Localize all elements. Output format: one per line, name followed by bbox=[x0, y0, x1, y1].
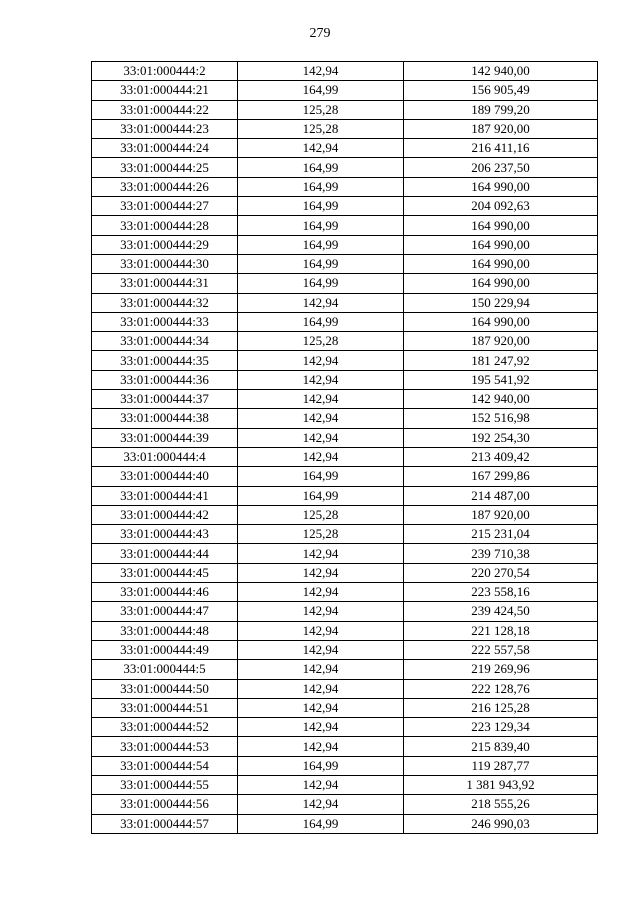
cadastral-value-cell: 246 990,03 bbox=[404, 814, 598, 833]
cadastral-value-cell: 164 990,00 bbox=[404, 177, 598, 196]
area-cell: 142,94 bbox=[238, 718, 404, 737]
area-cell: 142,94 bbox=[238, 409, 404, 428]
cadastral-value-cell: 189 799,20 bbox=[404, 100, 598, 119]
cadastral-value-cell: 152 516,98 bbox=[404, 409, 598, 428]
cadastral-value-cell: 204 092,63 bbox=[404, 197, 598, 216]
table-row bbox=[92, 525, 598, 544]
cadastral-number-cell: 33:01:000444:57 bbox=[92, 814, 238, 833]
area-cell: 164,99 bbox=[238, 312, 404, 331]
area-cell: 142,94 bbox=[238, 679, 404, 698]
area-cell: 164,99 bbox=[238, 81, 404, 100]
cadastral-number-cell: 33:01:000444:56 bbox=[92, 795, 238, 814]
area-cell: 164,99 bbox=[238, 158, 404, 177]
cadastral-number-cell: 33:01:000444:24 bbox=[92, 139, 238, 158]
cadastral-value-cell: 1 381 943,92 bbox=[404, 775, 598, 794]
table-row bbox=[92, 254, 598, 273]
cadastral-number-cell: 33:01:000444:40 bbox=[92, 467, 238, 486]
table-row bbox=[92, 197, 598, 216]
table-row bbox=[92, 602, 598, 621]
table-row bbox=[92, 177, 598, 196]
cadastral-number-cell: 33:01:000444:35 bbox=[92, 351, 238, 370]
table-row bbox=[92, 409, 598, 428]
cadastral-value-cell: 239 424,50 bbox=[404, 602, 598, 621]
area-cell: 142,94 bbox=[238, 447, 404, 466]
area-cell: 142,94 bbox=[238, 602, 404, 621]
area-cell: 142,94 bbox=[238, 62, 404, 81]
area-cell: 164,99 bbox=[238, 467, 404, 486]
area-cell: 142,94 bbox=[238, 698, 404, 717]
cadastral-value-cell: 164 990,00 bbox=[404, 235, 598, 254]
cadastral-value-cell: 223 558,16 bbox=[404, 583, 598, 602]
cadastral-value-cell: 156 905,49 bbox=[404, 81, 598, 100]
cadastral-value-cell: 142 940,00 bbox=[404, 62, 598, 81]
cadastral-number-cell: 33:01:000444:5 bbox=[92, 660, 238, 679]
cadastral-number-cell: 33:01:000444:48 bbox=[92, 621, 238, 640]
cadastral-value-cell: 167 299,86 bbox=[404, 467, 598, 486]
cadastral-number-cell: 33:01:000444:32 bbox=[92, 293, 238, 312]
area-cell: 142,94 bbox=[238, 390, 404, 409]
cadastral-number-cell: 33:01:000444:28 bbox=[92, 216, 238, 235]
table-row bbox=[92, 312, 598, 331]
area-cell: 142,94 bbox=[238, 428, 404, 447]
cadastral-number-cell: 33:01:000444:45 bbox=[92, 563, 238, 582]
table-row bbox=[92, 81, 598, 100]
cadastral-value-cell: 218 555,26 bbox=[404, 795, 598, 814]
cadastral-value-cell: 216 125,28 bbox=[404, 698, 598, 717]
area-cell: 125,28 bbox=[238, 332, 404, 351]
cadastral-value-cell: 222 128,76 bbox=[404, 679, 598, 698]
cadastral-value-cell: 223 129,34 bbox=[404, 718, 598, 737]
table-row bbox=[92, 679, 598, 698]
cadastral-value-cell: 215 839,40 bbox=[404, 737, 598, 756]
table-row bbox=[92, 351, 598, 370]
cadastral-value-cell: 216 411,16 bbox=[404, 139, 598, 158]
table-row bbox=[92, 293, 598, 312]
cadastral-number-cell: 33:01:000444:26 bbox=[92, 177, 238, 196]
area-cell: 164,99 bbox=[238, 254, 404, 273]
cadastral-number-cell: 33:01:000444:4 bbox=[92, 447, 238, 466]
cadastral-value-cell: 164 990,00 bbox=[404, 216, 598, 235]
table-body bbox=[92, 62, 598, 834]
cadastral-number-cell: 33:01:000444:42 bbox=[92, 505, 238, 524]
cadastral-number-cell: 33:01:000444:41 bbox=[92, 486, 238, 505]
table-row bbox=[92, 467, 598, 486]
cadastral-value-cell: 187 920,00 bbox=[404, 332, 598, 351]
cadastral-number-cell: 33:01:000444:22 bbox=[92, 100, 238, 119]
cadastral-number-cell: 33:01:000444:30 bbox=[92, 254, 238, 273]
table-row bbox=[92, 370, 598, 389]
table-row bbox=[92, 583, 598, 602]
cadastral-number-cell: 33:01:000444:47 bbox=[92, 602, 238, 621]
area-cell: 142,94 bbox=[238, 563, 404, 582]
area-cell: 164,99 bbox=[238, 216, 404, 235]
cadastral-number-cell: 33:01:000444:38 bbox=[92, 409, 238, 428]
cadastral-value-cell: 187 920,00 bbox=[404, 505, 598, 524]
cadastral-number-cell: 33:01:000444:54 bbox=[92, 756, 238, 775]
table-row bbox=[92, 390, 598, 409]
cadastral-number-cell: 33:01:000444:36 bbox=[92, 370, 238, 389]
area-cell: 164,99 bbox=[238, 274, 404, 293]
area-cell: 164,99 bbox=[238, 756, 404, 775]
cadastral-value-cell: 219 269,96 bbox=[404, 660, 598, 679]
table-row bbox=[92, 698, 598, 717]
area-cell: 164,99 bbox=[238, 486, 404, 505]
table-row bbox=[92, 756, 598, 775]
cadastral-value-cell: 164 990,00 bbox=[404, 274, 598, 293]
cadastral-number-cell: 33:01:000444:34 bbox=[92, 332, 238, 351]
cadastral-value-cell: 164 990,00 bbox=[404, 254, 598, 273]
table-row bbox=[92, 216, 598, 235]
cadastral-value-cell: 206 237,50 bbox=[404, 158, 598, 177]
cadastral-number-cell: 33:01:000444:55 bbox=[92, 775, 238, 794]
cadastral-value-cell: 150 229,94 bbox=[404, 293, 598, 312]
area-cell: 125,28 bbox=[238, 505, 404, 524]
area-cell: 142,94 bbox=[238, 544, 404, 563]
cadastral-number-cell: 33:01:000444:44 bbox=[92, 544, 238, 563]
area-cell: 142,94 bbox=[238, 795, 404, 814]
table-row bbox=[92, 660, 598, 679]
table-row bbox=[92, 119, 598, 138]
cadastral-value-cell: 192 254,30 bbox=[404, 428, 598, 447]
cadastral-number-cell: 33:01:000444:23 bbox=[92, 119, 238, 138]
table-row bbox=[92, 718, 598, 737]
area-cell: 125,28 bbox=[238, 119, 404, 138]
cadastral-value-table bbox=[91, 61, 598, 834]
cadastral-value-cell: 164 990,00 bbox=[404, 312, 598, 331]
area-cell: 164,99 bbox=[238, 197, 404, 216]
table-row bbox=[92, 447, 598, 466]
cadastral-value-cell: 221 128,18 bbox=[404, 621, 598, 640]
table-row bbox=[92, 775, 598, 794]
cadastral-number-cell: 33:01:000444:52 bbox=[92, 718, 238, 737]
table-row bbox=[92, 274, 598, 293]
cadastral-number-cell: 33:01:000444:27 bbox=[92, 197, 238, 216]
table-row bbox=[92, 62, 598, 81]
cadastral-value-cell: 215 231,04 bbox=[404, 525, 598, 544]
table-row bbox=[92, 235, 598, 254]
area-cell: 164,99 bbox=[238, 235, 404, 254]
area-cell: 125,28 bbox=[238, 100, 404, 119]
cadastral-number-cell: 33:01:000444:29 bbox=[92, 235, 238, 254]
table-row bbox=[92, 640, 598, 659]
area-cell: 142,94 bbox=[238, 737, 404, 756]
area-cell: 142,94 bbox=[238, 640, 404, 659]
table-row bbox=[92, 428, 598, 447]
area-cell: 164,99 bbox=[238, 814, 404, 833]
area-cell: 142,94 bbox=[238, 621, 404, 640]
area-cell: 125,28 bbox=[238, 525, 404, 544]
table-row bbox=[92, 563, 598, 582]
area-cell: 142,94 bbox=[238, 583, 404, 602]
cadastral-value-cell: 181 247,92 bbox=[404, 351, 598, 370]
cadastral-number-cell: 33:01:000444:37 bbox=[92, 390, 238, 409]
table-row bbox=[92, 486, 598, 505]
cadastral-number-cell: 33:01:000444:43 bbox=[92, 525, 238, 544]
cadastral-value-cell: 213 409,42 bbox=[404, 447, 598, 466]
cadastral-number-cell: 33:01:000444:33 bbox=[92, 312, 238, 331]
table-row bbox=[92, 158, 598, 177]
cadastral-value-cell: 222 557,58 bbox=[404, 640, 598, 659]
cadastral-number-cell: 33:01:000444:46 bbox=[92, 583, 238, 602]
cadastral-value-cell: 220 270,54 bbox=[404, 563, 598, 582]
table-row bbox=[92, 332, 598, 351]
cadastral-value-cell: 195 541,92 bbox=[404, 370, 598, 389]
table-row bbox=[92, 814, 598, 833]
cadastral-number-cell: 33:01:000444:53 bbox=[92, 737, 238, 756]
cadastral-value-cell: 239 710,38 bbox=[404, 544, 598, 563]
cadastral-value-cell: 214 487,00 bbox=[404, 486, 598, 505]
table-row bbox=[92, 505, 598, 524]
area-cell: 142,94 bbox=[238, 293, 404, 312]
table-row bbox=[92, 544, 598, 563]
area-cell: 142,94 bbox=[238, 370, 404, 389]
cadastral-number-cell: 33:01:000444:51 bbox=[92, 698, 238, 717]
cadastral-value-cell: 119 287,77 bbox=[404, 756, 598, 775]
table-row bbox=[92, 100, 598, 119]
table-row bbox=[92, 621, 598, 640]
table-row bbox=[92, 795, 598, 814]
cadastral-number-cell: 33:01:000444:21 bbox=[92, 81, 238, 100]
cadastral-number-cell: 33:01:000444:49 bbox=[92, 640, 238, 659]
cadastral-number-cell: 33:01:000444:31 bbox=[92, 274, 238, 293]
area-cell: 142,94 bbox=[238, 660, 404, 679]
area-cell: 142,94 bbox=[238, 139, 404, 158]
area-cell: 164,99 bbox=[238, 177, 404, 196]
page-number: 279 bbox=[309, 26, 331, 41]
cadastral-value-cell: 187 920,00 bbox=[404, 119, 598, 138]
table-row bbox=[92, 737, 598, 756]
table-row bbox=[92, 139, 598, 158]
area-cell: 142,94 bbox=[238, 351, 404, 370]
cadastral-number-cell: 33:01:000444:2 bbox=[92, 62, 238, 81]
cadastral-number-cell: 33:01:000444:39 bbox=[92, 428, 238, 447]
area-cell: 142,94 bbox=[238, 775, 404, 794]
cadastral-number-cell: 33:01:000444:50 bbox=[92, 679, 238, 698]
cadastral-number-cell: 33:01:000444:25 bbox=[92, 158, 238, 177]
cadastral-value-cell: 142 940,00 bbox=[404, 390, 598, 409]
